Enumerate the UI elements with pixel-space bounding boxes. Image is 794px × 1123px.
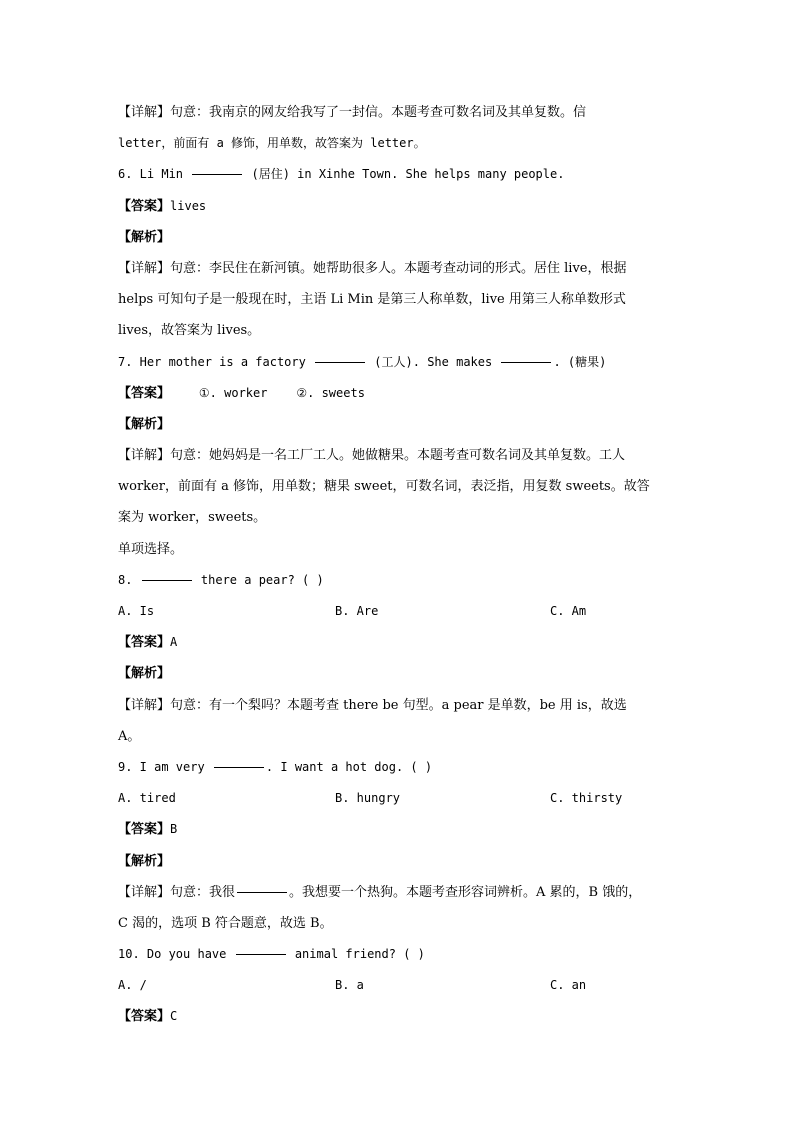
answer-6: 【答案】lives (118, 198, 207, 214)
section-title: 单项选择。 (118, 541, 184, 557)
answer-9: 【答案】B (118, 822, 178, 838)
question-9: 9. I am very . I want a hot dog. ( ) (118, 759, 433, 774)
explanation-8-line-1: 【详解】句意：有一个梨吗？本题考查 there be 句型。a pear 是单数，be 用 is，故选 (118, 697, 627, 713)
option-c: C. Am (550, 604, 587, 618)
answer-blank (192, 173, 242, 175)
explanation-7-line-1: 【详解】句意：她妈妈是一名工厂工人。她做糖果。本题考查可数名词及其单复数。工人 (118, 448, 626, 464)
question-9-options (118, 783, 678, 814)
analysis-6-label: 【解析】 (118, 229, 171, 245)
option-c: C. thirsty (550, 791, 623, 806)
option-a: A. / (118, 978, 147, 993)
answer-7: 【答案】 ①. worker ②. sweets (118, 385, 365, 401)
explanation-7-line-2: worker，前面有 a 修饰，用单数；糖果 sweet，可数名词，表泛指，用复数 sweets。故答 (118, 479, 650, 495)
question-10-options (118, 970, 678, 1001)
question-6: 6. Li Min (居住) in Xinhe Town. She helps many people. (118, 167, 565, 182)
explanation-9-line-1: 【详解】句意：我很 。我想要一个热狗。本题考查形容词辨析。A 累的，B 饿的， (118, 884, 642, 900)
option-b: B. Are (335, 604, 379, 618)
explanation-8-line-2: A。 (118, 728, 141, 744)
analysis-7-label: 【解析】 (118, 416, 171, 432)
explanation-6-line-1: 【详解】句意：李民住在新河镇。她帮助很多人。本题考查动词的形式。居住 live，根据 (118, 260, 627, 276)
answer-8: 【答案】A (118, 635, 178, 651)
answer-blank (214, 766, 264, 768)
answer-10: 【答案】C (118, 1009, 178, 1025)
document-content (118, 97, 678, 1033)
option-b: B. a (335, 978, 364, 993)
explanation-7-line-3: 案为 worker，sweets。 (118, 510, 267, 526)
answer-blank (315, 361, 365, 363)
explanation-9-line-2: C 渴的，选项 B 符合题意，故选 B。 (118, 915, 333, 931)
question-7: 7. Her mother is a factory (工人). She makes . (糖果) (118, 354, 607, 369)
analysis-8-label: 【解析】 (118, 666, 171, 682)
explanation-line: letter，前面有 a 修饰，用单数，故答案为 letter。 (118, 136, 426, 151)
question-8: 8. there a pear? ( ) (118, 572, 324, 587)
explanation-6-line-2: helps 可知句子是一般现在时，主语 Li Min 是第三人称单数，live 用第三人称单数形式 (118, 292, 626, 308)
answer-blank (501, 361, 551, 363)
answer-blank (237, 891, 287, 893)
answer-blank (236, 953, 286, 955)
analysis-9-label: 【解析】 (118, 853, 171, 869)
option-b: B. hungry (335, 791, 401, 806)
option-c: C. an (550, 978, 587, 993)
option-a: A. tired (118, 791, 176, 806)
question-10: 10. Do you have animal friend? ( ) (118, 947, 425, 962)
answer-blank (142, 579, 192, 581)
explanation-line: 【详解】句意：我南京的网友给我写了一封信。本题考查可数名词及其单复数。信 (118, 105, 587, 120)
explanation-6-line-3: lives，故答案为 lives。 (118, 323, 261, 339)
option-a: A. Is (118, 604, 155, 618)
question-8-options (118, 596, 678, 627)
